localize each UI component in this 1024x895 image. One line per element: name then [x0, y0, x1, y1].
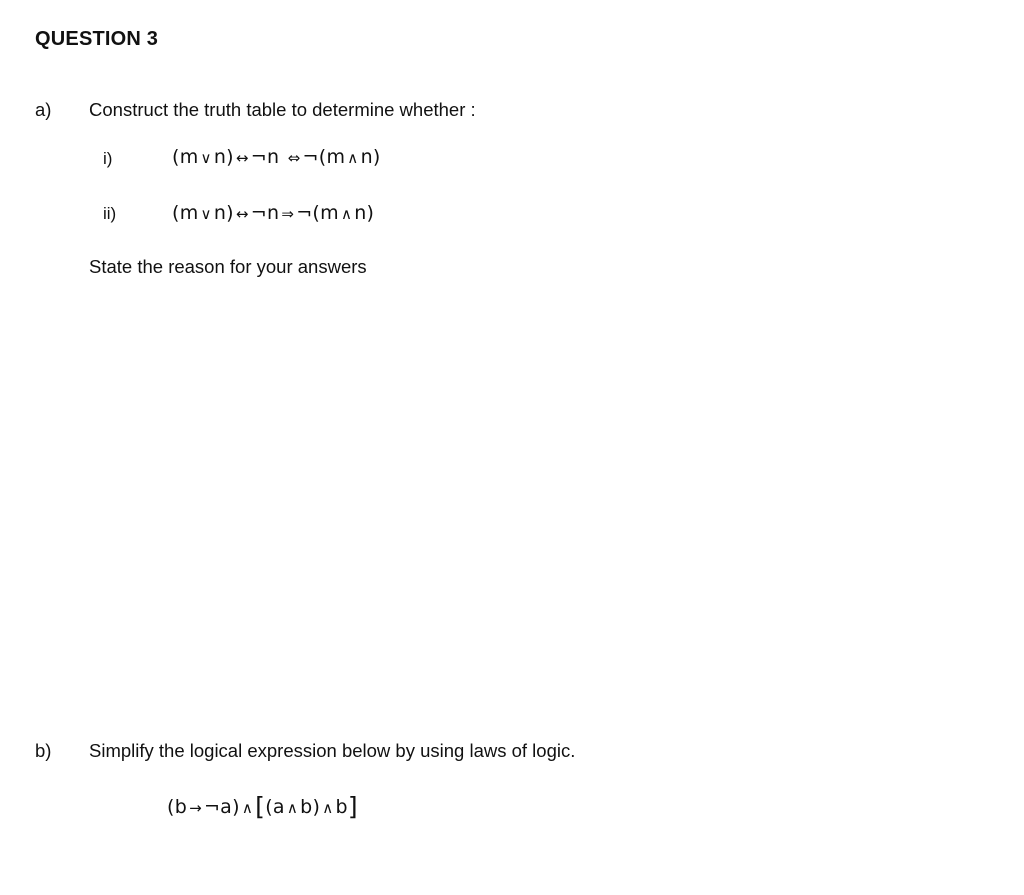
expr-token: n)	[213, 202, 234, 224]
expr-token: b	[335, 796, 348, 818]
and-operator: ∧	[322, 799, 334, 817]
or-operator: ∨	[200, 205, 212, 223]
item-ii-label: ii)	[103, 204, 117, 223]
expression-b	[167, 792, 358, 821]
part-a-prompt: Construct the truth table to determine whether :	[89, 99, 476, 120]
expr-token: ¬(m	[296, 202, 339, 224]
expr-token: n)	[354, 202, 375, 224]
expression-ii	[172, 202, 374, 224]
right-bracket: ]	[347, 792, 358, 821]
implication-operator: ⇒	[281, 205, 295, 223]
expr-token: b)	[300, 796, 321, 818]
expr-token: n)	[213, 146, 234, 168]
and-operator: ∧	[340, 205, 353, 223]
expr-token: (b	[167, 796, 188, 818]
part-b-label: b)	[35, 740, 52, 761]
expr-token: (m	[172, 146, 199, 168]
expression-i	[172, 146, 381, 168]
expr-token: ¬n	[250, 146, 280, 168]
part-b-prompt: Simplify the logical expression below by using laws of logic.	[89, 740, 576, 761]
biconditional-operator: ↔	[235, 205, 249, 223]
and-operator: ∧	[286, 799, 299, 817]
and-operator: ∧	[241, 799, 254, 817]
expr-token: (a	[265, 796, 285, 818]
item-i-label: i)	[103, 149, 113, 168]
part-a-label: a)	[35, 99, 52, 120]
expr-token: ¬a)	[203, 796, 240, 818]
left-bracket: [	[255, 792, 266, 821]
implication-arrow: →	[189, 799, 202, 817]
expr-token: ¬n	[250, 202, 280, 224]
expr-token: ¬(m	[302, 146, 346, 168]
expr-token: n)	[360, 146, 381, 168]
question-title: QUESTION 3	[35, 28, 159, 50]
equivalence-operator: ⇔	[287, 149, 301, 167]
expr-token: (m	[172, 202, 199, 224]
and-operator: ∧	[347, 149, 359, 167]
biconditional-operator: ↔	[235, 149, 249, 167]
or-operator: ∨	[200, 149, 212, 167]
reason-prompt: State the reason for your answers	[89, 256, 367, 277]
